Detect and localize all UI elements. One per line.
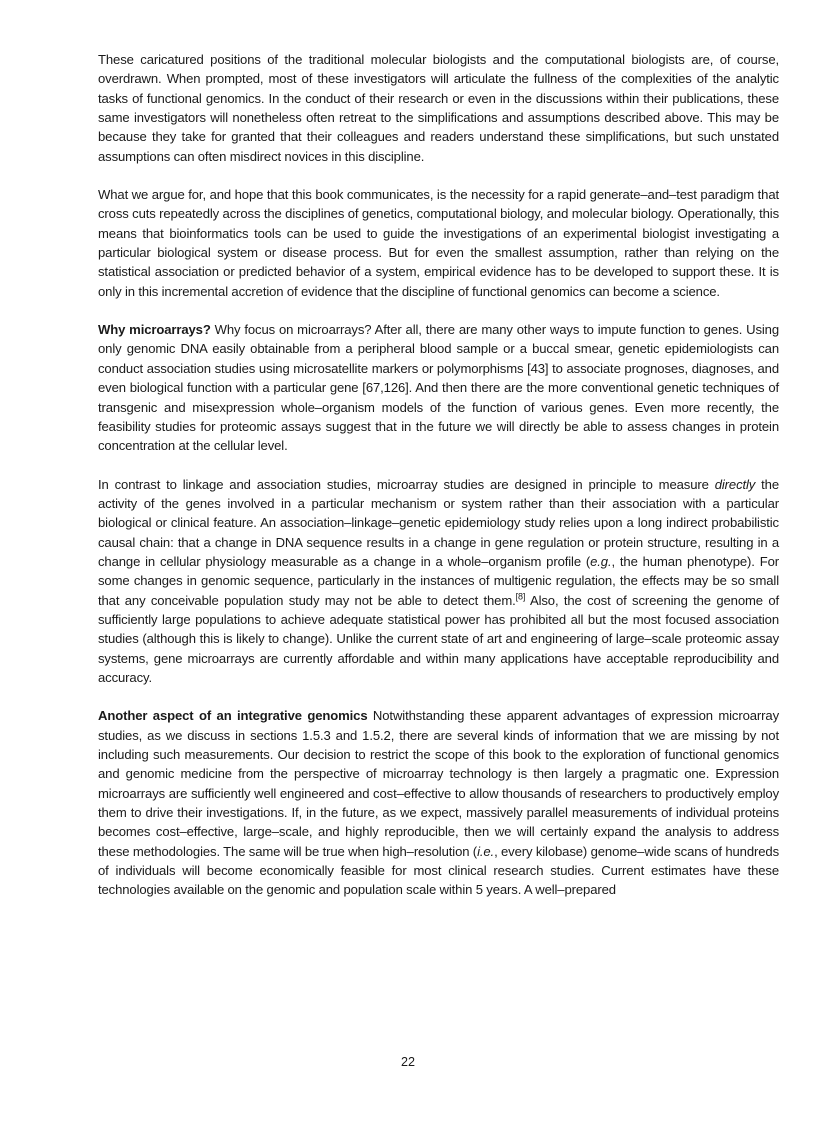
paragraph-in-contrast-to-linkage xyxy=(98,475,779,688)
body-text-column xyxy=(98,50,779,900)
runin-heading-another-aspect: Another aspect of an integrative genomics xyxy=(98,708,368,724)
citation-reference-8: [8] xyxy=(515,591,526,602)
paragraph-text: Why focus on microarrays? After all, there are many other ways to impute function to genes. Using only genomic DNA easily obtainable from a peripheral blood sample or a buccal smear, genetic epidemiologists can conduct association studies using microsatellite markers or polymorphisms [43] to associate prognoses, diagnoses, and even biological function with a particular gene [67,126]. And then there are the more conventional genetic techniques of transgenic and misexpression whole–organism models of the function of various genes. Even more recently, the feasibility studies for proteomic assays suggest that in the future we will directly be able to assess changes in protein concentration at the cellular level. xyxy=(98,322,779,454)
paragraph-segment: In contrast to linkage and association studies, microarray studies are designed in principle to measure xyxy=(98,476,715,492)
paragraph-why-microarrays xyxy=(98,320,779,455)
runin-heading-why-microarrays: Why microarrays? xyxy=(98,322,211,338)
page-number: 22 xyxy=(400,1055,415,1069)
paragraph-segment: the activity of the genes involved in a particular mechanism or system rather than their association with a particular biological or clinical feature. An association–linkage–genetic epidemiology study relies upon a long indirect probabilistic causal chain: that a change in DNA sequence results in a change in gene regulation or protein structure, resulting in a change in cellular physiology measurable as a change in a whole–organism profile ( xyxy=(98,476,779,569)
paragraph-segment: Also, the cost of screening the genome of sufficiently large populations to achieve adequate statistical power has prohibited all but the most focused association studies (although this is likely to change). Unlike the current state of art and engineering of large–scale proteomic assay systems, gene microarrays are currently affordable and within many applications have acceptable reproducibility and accuracy. xyxy=(98,592,780,685)
paragraph-segment: , the human phenotype). For some changes in genomic sequence, particularly in the instances of multigenic regulation, the effects may be so small that any conceivable population study may not be able to detect them. xyxy=(98,553,779,608)
paragraph-segment: , every kilobase) genome–wide scans of hundreds of individuals will become economically feasible for most clinical research studies. Current estimates have these technologies available on the genomic and population scale within 5 years. A well–prepared xyxy=(98,843,779,898)
paragraph-what-we-argue-for xyxy=(98,185,779,301)
paragraph-caricatured-positions xyxy=(98,50,779,166)
paragraph-text: These caricatured positions of the traditional molecular biologists and the computational biologists are, of course, overdrawn. When prompted, most of these investigators will articulate the fullness of the complexities of the analytic tasks of functional genomics. In the conduct of their research or even in the discussions within their publications, these same investigators will nonetheless often retreat to the simplifications and assumptions described above. This may be because they take for granted that their colleagues and readers understand these simplifications, but such unstated assumptions can often misdirect novices in this discipline. xyxy=(98,52,779,164)
emphasis-directly: directly xyxy=(714,476,756,492)
emphasis-ie: i.e. xyxy=(477,843,495,859)
paragraph-segment: Notwithstanding these apparent advantages of expression microarray studies, as we discuss in sections 1.5.3 and 1.5.2, there are several kinds of information that we are missing by not including such measurements. Our decision to restrict the scope of this book to the exploration of functional genomics and genomic medicine from the perspective of microarray technology is then largely a pragmatic one. Expression microarrays are sufficiently well engineered and cost–effective to allow thousands of researchers to productively employ them to drive their investigations. If, in the future, as we expect, massively parallel measurements of individual proteins becomes cost–effective, large–scale, and highly reproducible, then we will certainly expand the analysis to address these methodologies. The same will be true when high–resolution ( xyxy=(98,708,779,859)
emphasis-eg: e.g. xyxy=(590,553,612,569)
paragraph-another-aspect xyxy=(98,706,779,899)
paragraph-text: What we argue for, and hope that this book communicates, is the necessity for a rapid generate–and–test paradigm that cross cuts repeatedly across the disciplines of genetics, computational biology, and molecular biology. Operationally, this means that bioinformatics tools can be used to guide the investigations of an experimental biologist investigating a particular biological system or disease process. But for even the smallest assumption, rather than relying on the statistical association or predicted behavior of a system, empirical evidence has to be developed to support these. It is only in this incremental accretion of evidence that the discipline of functional genomics can become a science. xyxy=(98,187,779,299)
